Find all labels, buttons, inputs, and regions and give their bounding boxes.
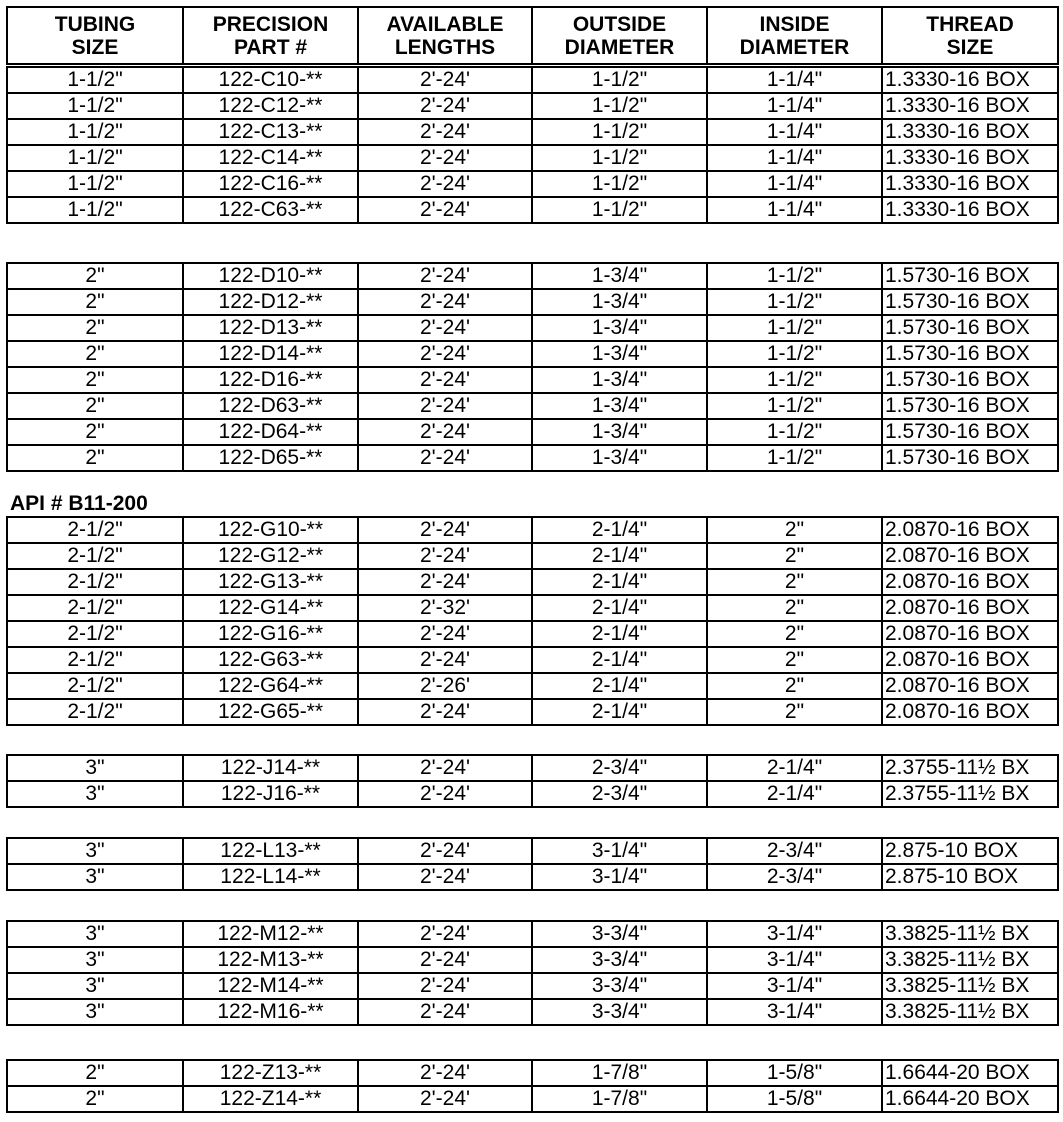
lengths-cell: 2'-24' (358, 367, 532, 393)
thread-size-cell: 2.0870-16 BOX (882, 673, 1058, 699)
outside-diameter-cell: 1-1/2" (532, 67, 707, 93)
tubing-size-cell: 2-1/2" (7, 647, 183, 673)
part-number-cell: 122-D65-** (183, 445, 358, 471)
inside-diameter-cell: 2-3/4" (707, 838, 882, 864)
inside-diameter-cell: 1-1/4" (707, 145, 882, 171)
tubing-size-cell: 1-1/2" (7, 67, 183, 93)
thread-size-cell: 2.0870-16 BOX (882, 569, 1058, 595)
thread-size-cell: 2.3755-11½ BX (882, 781, 1058, 807)
thread-size-cell: 1.3330-16 BOX (882, 197, 1058, 223)
part-number-cell: 122-G63-** (183, 647, 358, 673)
inside-diameter-cell: 3-1/4" (707, 973, 882, 999)
part-number-cell: 122-L13-** (183, 838, 358, 864)
header-tubing-size (7, 7, 183, 64)
thread-size-cell: 3.3825-11½ BX (882, 921, 1058, 947)
header-outside-diameter-line: OUTSIDE (572, 12, 667, 36)
table-row (7, 445, 1058, 471)
inside-diameter-cell: 3-1/4" (707, 921, 882, 947)
thread-size-cell: 1.6644-20 BOX (882, 1060, 1058, 1086)
inside-diameter-cell: 1-1/2" (707, 445, 882, 471)
table-row (7, 999, 1058, 1025)
inside-diameter-cell: 1-1/2" (707, 341, 882, 367)
lengths-cell: 2'-24' (358, 838, 532, 864)
lengths-cell: 2'-24' (358, 1060, 532, 1086)
lengths-cell: 2'-24' (358, 289, 532, 315)
spec-group-table (6, 1059, 1059, 1113)
spec-group-table (6, 516, 1059, 726)
inside-diameter-cell: 2" (707, 673, 882, 699)
inside-diameter-cell: 1-5/8" (707, 1060, 882, 1086)
header-inside-diameter-line: DIAMETER (739, 35, 850, 59)
lengths-cell: 2'-24' (358, 999, 532, 1025)
inside-diameter-cell: 1-1/4" (707, 171, 882, 197)
inside-diameter-cell: 1-5/8" (707, 1086, 882, 1112)
table-row (7, 973, 1058, 999)
thread-size-cell: 2.0870-16 BOX (882, 647, 1058, 673)
part-number-cell: 122-D13-** (183, 315, 358, 341)
outside-diameter-cell: 1-3/4" (532, 419, 707, 445)
thread-size-cell: 1.5730-16 BOX (882, 341, 1058, 367)
tubing-size-cell: 2-1/2" (7, 699, 183, 725)
thread-size-cell: 1.3330-16 BOX (882, 171, 1058, 197)
outside-diameter-cell: 3-3/4" (532, 973, 707, 999)
lengths-cell: 2'-24' (358, 315, 532, 341)
outside-diameter-cell: 1-7/8" (532, 1086, 707, 1112)
header-thread-size-line: SIZE (946, 35, 994, 59)
header-precision-part-line: PRECISION (212, 12, 329, 36)
outside-diameter-cell: 1-3/4" (532, 315, 707, 341)
thread-size-cell: 1.5730-16 BOX (882, 445, 1058, 471)
part-number-cell: 122-C16-** (183, 171, 358, 197)
outside-diameter-cell: 1-3/4" (532, 445, 707, 471)
thread-size-cell: 1.5730-16 BOX (882, 419, 1058, 445)
thread-size-cell: 1.3330-16 BOX (882, 67, 1058, 93)
thread-size-cell: 2.3755-11½ BX (882, 755, 1058, 781)
spec-group-table (6, 66, 1059, 224)
thread-size-cell: 3.3825-11½ BX (882, 999, 1058, 1025)
table-row (7, 517, 1058, 543)
lengths-cell: 2'-24' (358, 197, 532, 223)
thread-size-cell: 3.3825-11½ BX (882, 947, 1058, 973)
inside-diameter-cell: 1-1/2" (707, 419, 882, 445)
lengths-cell: 2'-24' (358, 171, 532, 197)
part-number-cell: 122-G13-** (183, 569, 358, 595)
inside-diameter-cell: 3-1/4" (707, 947, 882, 973)
tubing-size-cell: 2-1/2" (7, 569, 183, 595)
inside-diameter-cell: 1-1/4" (707, 67, 882, 93)
outside-diameter-cell: 3-1/4" (532, 838, 707, 864)
table-row (7, 289, 1058, 315)
outside-diameter-cell: 2-1/4" (532, 543, 707, 569)
lengths-cell: 2'-24' (358, 445, 532, 471)
table-row (7, 699, 1058, 725)
header-outside-diameter (532, 7, 707, 64)
lengths-cell: 2'-24' (358, 569, 532, 595)
table-row (7, 755, 1058, 781)
inside-diameter-cell: 2-1/4" (707, 755, 882, 781)
outside-diameter-cell: 1-1/2" (532, 197, 707, 223)
outside-diameter-cell: 1-3/4" (532, 263, 707, 289)
tubing-size-cell: 3" (7, 999, 183, 1025)
tubing-size-cell: 2" (7, 367, 183, 393)
thread-size-cell: 2.875-10 BOX (882, 864, 1058, 890)
lengths-cell: 2'-24' (358, 699, 532, 725)
header-precision-part-line: PART # (233, 35, 308, 59)
inside-diameter-cell: 2" (707, 647, 882, 673)
tubing-size-cell: 2" (7, 1086, 183, 1112)
tubing-size-cell: 2" (7, 445, 183, 471)
outside-diameter-cell: 2-1/4" (532, 595, 707, 621)
part-number-cell: 122-D14-** (183, 341, 358, 367)
outside-diameter-cell: 1-1/2" (532, 93, 707, 119)
inside-diameter-cell: 2" (707, 621, 882, 647)
tubing-size-cell: 3" (7, 921, 183, 947)
header-tubing-size-line: TUBING (54, 12, 136, 36)
tubing-size-cell: 3" (7, 781, 183, 807)
inside-diameter-cell: 2-3/4" (707, 864, 882, 890)
header-precision-part (183, 7, 358, 64)
tubing-size-cell: 1-1/2" (7, 197, 183, 223)
part-number-cell: 122-C13-** (183, 119, 358, 145)
lengths-cell: 2'-24' (358, 864, 532, 890)
tubing-size-cell: 2-1/2" (7, 517, 183, 543)
part-number-cell: 122-M16-** (183, 999, 358, 1025)
table-row (7, 921, 1058, 947)
thread-size-cell: 1.5730-16 BOX (882, 393, 1058, 419)
part-number-cell: 122-M13-** (183, 947, 358, 973)
part-number-cell: 122-C12-** (183, 93, 358, 119)
table-row (7, 67, 1058, 93)
inside-diameter-cell: 2" (707, 595, 882, 621)
tubing-size-cell: 3" (7, 864, 183, 890)
part-number-cell: 122-G12-** (183, 543, 358, 569)
inside-diameter-cell: 2" (707, 543, 882, 569)
lengths-cell: 2'-24' (358, 145, 532, 171)
table-row (7, 419, 1058, 445)
part-number-cell: 122-C14-** (183, 145, 358, 171)
lengths-cell: 2'-24' (358, 781, 532, 807)
lengths-cell: 2'-24' (358, 263, 532, 289)
table-row (7, 543, 1058, 569)
table-row (7, 838, 1058, 864)
table-row (7, 315, 1058, 341)
outside-diameter-cell: 2-1/4" (532, 569, 707, 595)
table-row (7, 119, 1058, 145)
inside-diameter-cell: 1-1/2" (707, 289, 882, 315)
tubing-size-cell: 2-1/2" (7, 621, 183, 647)
inside-diameter-cell: 3-1/4" (707, 999, 882, 1025)
lengths-cell: 2'-32' (358, 595, 532, 621)
lengths-cell: 2'-24' (358, 119, 532, 145)
part-number-cell: 122-D63-** (183, 393, 358, 419)
tubing-size-cell: 3" (7, 973, 183, 999)
lengths-cell: 2'-24' (358, 67, 532, 93)
lengths-cell: 2'-24' (358, 543, 532, 569)
outside-diameter-cell: 3-3/4" (532, 999, 707, 1025)
header-thread-size (882, 7, 1058, 64)
lengths-cell: 2'-24' (358, 755, 532, 781)
outside-diameter-cell: 1-3/4" (532, 289, 707, 315)
outside-diameter-cell: 1-3/4" (532, 341, 707, 367)
outside-diameter-cell: 1-1/2" (532, 145, 707, 171)
tubing-size-cell: 1-1/2" (7, 171, 183, 197)
part-number-cell: 122-Z14-** (183, 1086, 358, 1112)
thread-size-cell: 1.3330-16 BOX (882, 93, 1058, 119)
lengths-cell: 2'-24' (358, 973, 532, 999)
thread-size-cell: 1.3330-16 BOX (882, 145, 1058, 171)
thread-size-cell: 1.3330-16 BOX (882, 119, 1058, 145)
outside-diameter-cell: 2-3/4" (532, 755, 707, 781)
inside-diameter-cell: 1-1/2" (707, 263, 882, 289)
outside-diameter-cell: 2-3/4" (532, 781, 707, 807)
thread-size-cell: 3.3825-11½ BX (882, 973, 1058, 999)
table-header (6, 6, 1059, 65)
tubing-size-cell: 2" (7, 289, 183, 315)
lengths-cell: 2'-26' (358, 673, 532, 699)
inside-diameter-cell: 2" (707, 569, 882, 595)
part-number-cell: 122-D10-** (183, 263, 358, 289)
outside-diameter-cell: 1-3/4" (532, 367, 707, 393)
lengths-cell: 2'-24' (358, 341, 532, 367)
spec-group-table (6, 262, 1059, 472)
lengths-cell: 2'-24' (358, 921, 532, 947)
outside-diameter-cell: 2-1/4" (532, 517, 707, 543)
thread-size-cell: 2.0870-16 BOX (882, 699, 1058, 725)
tubing-size-cell: 2" (7, 315, 183, 341)
lengths-cell: 2'-24' (358, 517, 532, 543)
table-row (7, 1086, 1058, 1112)
header-inside-diameter (707, 7, 882, 64)
part-number-cell: 122-D16-** (183, 367, 358, 393)
thread-size-cell: 1.5730-16 BOX (882, 289, 1058, 315)
thread-size-cell: 2.0870-16 BOX (882, 517, 1058, 543)
thread-size-cell: 1.6644-20 BOX (882, 1086, 1058, 1112)
part-number-cell: 122-M12-** (183, 921, 358, 947)
tubing-size-cell: 2" (7, 419, 183, 445)
table-row (7, 197, 1058, 223)
part-number-cell: 122-G65-** (183, 699, 358, 725)
table-row (7, 341, 1058, 367)
thread-size-cell: 2.875-10 BOX (882, 838, 1058, 864)
spec-group-table (6, 837, 1059, 891)
header-tubing-size-line: SIZE (71, 35, 119, 59)
lengths-cell: 2'-24' (358, 419, 532, 445)
table-row (7, 171, 1058, 197)
outside-diameter-cell: 1-7/8" (532, 1060, 707, 1086)
outside-diameter-cell: 3-1/4" (532, 864, 707, 890)
outside-diameter-cell: 1-3/4" (532, 393, 707, 419)
tubing-size-cell: 2-1/2" (7, 543, 183, 569)
part-number-cell: 122-Z13-** (183, 1060, 358, 1086)
part-number-cell: 122-L14-** (183, 864, 358, 890)
table-row (7, 145, 1058, 171)
table-row (7, 947, 1058, 973)
thread-size-cell: 2.0870-16 BOX (882, 621, 1058, 647)
api-label: API # B11-200 (10, 492, 148, 515)
outside-diameter-cell: 1-1/2" (532, 119, 707, 145)
header-available-lengths (358, 7, 532, 64)
part-number-cell: 122-J14-** (183, 755, 358, 781)
tubing-size-cell: 2-1/2" (7, 673, 183, 699)
spec-group-table (6, 920, 1059, 1026)
inside-diameter-cell: 1-1/2" (707, 393, 882, 419)
outside-diameter-cell: 2-1/4" (532, 647, 707, 673)
tubing-size-cell: 2" (7, 393, 183, 419)
outside-diameter-cell: 2-1/4" (532, 699, 707, 725)
table-row (7, 93, 1058, 119)
tubing-size-cell: 2" (7, 341, 183, 367)
lengths-cell: 2'-24' (358, 947, 532, 973)
outside-diameter-cell: 1-1/2" (532, 171, 707, 197)
part-number-cell: 122-G16-** (183, 621, 358, 647)
thread-size-cell: 2.0870-16 BOX (882, 595, 1058, 621)
inside-diameter-cell: 1-1/4" (707, 197, 882, 223)
tubing-size-cell: 3" (7, 947, 183, 973)
part-number-cell: 122-D12-** (183, 289, 358, 315)
outside-diameter-cell: 2-1/4" (532, 673, 707, 699)
table-row (7, 393, 1058, 419)
table-row (7, 569, 1058, 595)
part-number-cell: 122-M14-** (183, 973, 358, 999)
tubing-size-cell: 1-1/2" (7, 145, 183, 171)
tubing-size-cell: 2-1/2" (7, 595, 183, 621)
lengths-cell: 2'-24' (358, 1086, 532, 1112)
table-row (7, 367, 1058, 393)
thread-size-cell: 2.0870-16 BOX (882, 543, 1058, 569)
table-row (7, 647, 1058, 673)
inside-diameter-cell: 2-1/4" (707, 781, 882, 807)
part-number-cell: 122-G10-** (183, 517, 358, 543)
thread-size-cell: 1.5730-16 BOX (882, 315, 1058, 341)
inside-diameter-cell: 1-1/2" (707, 315, 882, 341)
inside-diameter-cell: 1-1/4" (707, 119, 882, 145)
part-number-cell: 122-G64-** (183, 673, 358, 699)
header-thread-size-line: THREAD (926, 12, 1014, 36)
tubing-size-cell: 1-1/2" (7, 93, 183, 119)
outside-diameter-cell: 2-1/4" (532, 621, 707, 647)
table-row (7, 263, 1058, 289)
table-row (7, 673, 1058, 699)
tubing-size-cell: 1-1/2" (7, 119, 183, 145)
lengths-cell: 2'-24' (358, 647, 532, 673)
tubing-size-cell: 2" (7, 1060, 183, 1086)
header-available-lengths-line: AVAILABLE (386, 12, 504, 36)
inside-diameter-cell: 2" (707, 517, 882, 543)
header-inside-diameter-line: INSIDE (759, 12, 830, 36)
header-available-lengths-line: LENGTHS (394, 35, 496, 59)
lengths-cell: 2'-24' (358, 621, 532, 647)
thread-size-cell: 1.5730-16 BOX (882, 263, 1058, 289)
part-number-cell: 122-J16-** (183, 781, 358, 807)
spec-group-table (6, 754, 1059, 808)
table-row (7, 621, 1058, 647)
table-row (7, 1060, 1058, 1086)
thread-size-cell: 1.5730-16 BOX (882, 367, 1058, 393)
part-number-cell: 122-D64-** (183, 419, 358, 445)
part-number-cell: 122-C10-** (183, 67, 358, 93)
outside-diameter-cell: 3-3/4" (532, 921, 707, 947)
part-number-cell: 122-C63-** (183, 197, 358, 223)
inside-diameter-cell: 1-1/4" (707, 93, 882, 119)
table-row (7, 864, 1058, 890)
table-row (7, 595, 1058, 621)
tubing-size-cell: 3" (7, 838, 183, 864)
inside-diameter-cell: 1-1/2" (707, 367, 882, 393)
table-row (7, 781, 1058, 807)
lengths-cell: 2'-24' (358, 93, 532, 119)
header-outside-diameter-line: DIAMETER (564, 35, 675, 59)
header-row (7, 7, 1058, 64)
tubing-size-cell: 3" (7, 755, 183, 781)
outside-diameter-cell: 3-3/4" (532, 947, 707, 973)
tubing-size-cell: 2" (7, 263, 183, 289)
inside-diameter-cell: 2" (707, 699, 882, 725)
lengths-cell: 2'-24' (358, 393, 532, 419)
part-number-cell: 122-G14-** (183, 595, 358, 621)
